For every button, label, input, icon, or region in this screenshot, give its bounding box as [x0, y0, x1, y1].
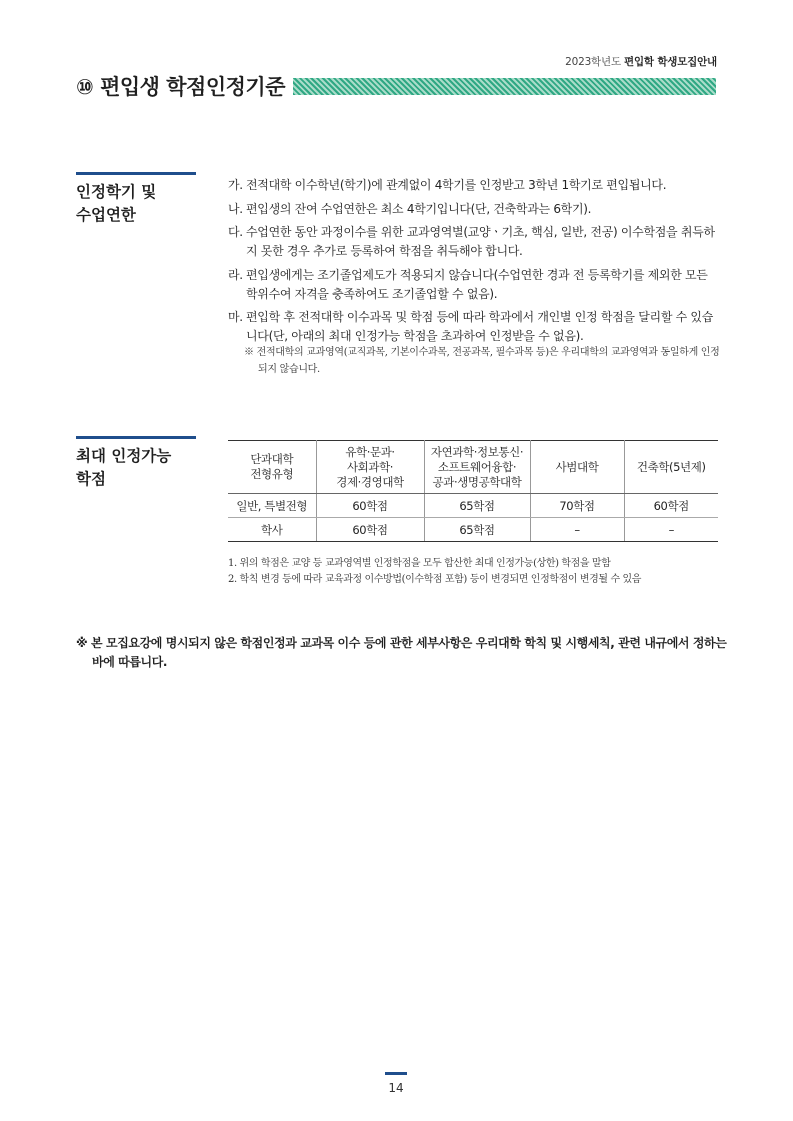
title-row — [76, 70, 716, 102]
section2-label-line2: 학점 — [76, 470, 106, 488]
header-architecture — [624, 441, 718, 494]
header-line: 건축학(5년제) — [636, 459, 706, 474]
item-text: 편입생의 잔여 수업연한은 최소 4학기입니다(단, 건축학과는 6학기). — [246, 201, 592, 216]
table-cell: – — [624, 518, 718, 542]
page-number-bar — [385, 1072, 407, 1075]
table-cell: – — [530, 518, 624, 542]
item-prefix: 마. — [228, 310, 243, 324]
header-line: 자연과학·정보통신· — [430, 444, 524, 459]
list-item — [228, 223, 720, 261]
list-item — [228, 176, 720, 195]
page-title: ⑩ 편입생 학점인정기준 — [76, 75, 285, 99]
section1-label-line2: 수업연한 — [76, 206, 136, 224]
table-note: 2. 학칙 변경 등에 따라 교육과정 이수방법(이수학점 포함) 등이 변경되면 인정학점이 변경될 수 있음 — [228, 574, 642, 585]
section1-divider — [76, 172, 196, 175]
header-college-type — [228, 441, 316, 494]
header-year: 2023학년도 — [565, 56, 621, 68]
item-prefix: 나. — [228, 201, 243, 216]
item-text: 편입학 후 전적대학 이수과목 및 학점 등에 따라 학과에서 개인별 인정 학점을 달리할 수 있습니다(단, 아래의 최대 인정가능 학점을 초과하여 인정받을 수 없음). — [246, 310, 714, 343]
table-cell: 70학점 — [530, 494, 624, 518]
item-prefix: 라. — [228, 267, 243, 282]
header-line: 공과·생명공학대학 — [432, 474, 522, 489]
table-header-row — [228, 441, 718, 494]
section1-label — [76, 181, 206, 227]
list-item — [228, 200, 720, 219]
title-decoration — [293, 78, 716, 95]
section2-divider — [76, 436, 196, 439]
header-guide-label — [565, 54, 717, 69]
table-row — [228, 494, 718, 518]
item-text: 수업연한 동안 과정이수를 위한 교과영역별(교양ㆍ기초, 핵심, 일반, 전공) 이수학점을 취득하지 못한 경우 추가로 등록하여 학점을 취득해야 합니다. — [246, 225, 715, 258]
table-cell: 60학점 — [316, 494, 424, 518]
section1-label-line1: 인정학기 및 — [76, 183, 157, 201]
header-line: 사회과학· — [346, 459, 394, 474]
header-humanities — [316, 441, 424, 494]
item-text: 편입생에게는 조기졸업제도가 적용되지 않습니다(수업연한 경과 전 등록학기를 제외한 모든 학위수여 자격을 충족하여도 조기졸업할 수 없음). — [246, 267, 708, 301]
header-line: 단과대학 — [250, 452, 294, 466]
table-row — [228, 518, 718, 542]
header-education — [530, 441, 624, 494]
header-science — [424, 441, 530, 494]
header-line: 유학·문과· — [345, 444, 395, 459]
table-cell: 65학점 — [424, 494, 530, 518]
header-line: 소프트웨어융합· — [437, 459, 517, 474]
item-prefix: 가. — [228, 178, 243, 192]
list-item — [228, 308, 720, 346]
item-text: 전적대학 이수학년(학기)에 관계없이 4학기를 인정받고 3학년 1학기로 편입됩니다. — [246, 178, 667, 192]
table-cell: 65학점 — [424, 518, 530, 542]
item-prefix: 다. — [228, 225, 243, 239]
header-line: 전형유형 — [250, 467, 294, 481]
section2-label — [76, 445, 206, 491]
section1-items — [228, 176, 720, 378]
header-line: 경제·경영대학 — [336, 474, 404, 489]
credits-table — [228, 440, 718, 542]
footer-note: ※ 본 모집요강에 명시되지 않은 학점인정과 교과목 이수 등에 관한 세부사항은 우리대학 학칙 및 시행세칙, 관련 내규에서 정하는 바에 따릅니다. — [76, 636, 727, 669]
table-note: 1. 위의 학점은 교양 등 교과영역별 인정학점을 모두 합산한 최대 인정가능(상한) 학점을 말함 — [228, 558, 611, 569]
page-number: 14 — [388, 1081, 404, 1095]
header-guide-title: 편입학 학생모집안내 — [624, 56, 717, 68]
table-cell: 학사 — [228, 518, 316, 542]
table-cell: 일반, 특별전형 — [228, 494, 316, 518]
section1-note: ※ 전적대학의 교과영역(교직과목, 기본이수과목, 전공과목, 필수과목 등)은 우리대학의 교과영역과 동일하게 인정되지 않습니다. — [244, 347, 720, 375]
list-item — [228, 266, 720, 304]
table-cell: 60학점 — [624, 494, 718, 518]
header-line: 사범대학 — [555, 459, 599, 474]
table-notes — [228, 556, 720, 588]
section2-label-line1: 최대 인정가능 — [76, 447, 172, 465]
table-cell: 60학점 — [316, 518, 424, 542]
